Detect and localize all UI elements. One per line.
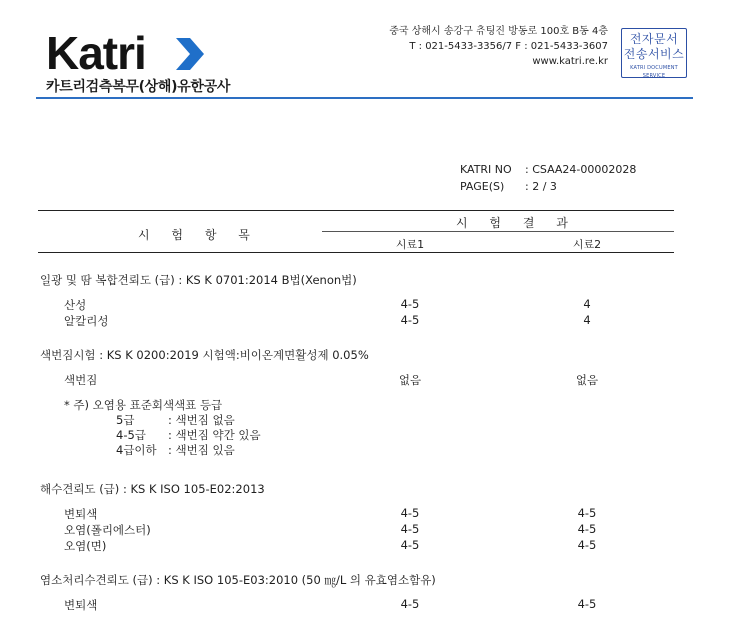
- row-value-sample1: 4-5: [400, 597, 420, 611]
- row-value-sample1: 없음: [398, 373, 422, 387]
- row-label: 오염(폴리에스터): [64, 523, 151, 537]
- chevron-right-icon: [172, 36, 206, 72]
- test-results-header: 시 험 결 과: [456, 216, 577, 230]
- row-value-sample1: 4-5: [400, 522, 420, 536]
- row-label: 산성: [64, 298, 87, 312]
- test-items-header: 시 험 항 목: [138, 228, 259, 242]
- section-title-chlorinated-water: 염소처리수견뢰도 (급) : KS K ISO 105-E03:2010 (50 ㎎/L 의 유효염소함유): [40, 573, 436, 587]
- report-pages-value: : 2 / 3: [525, 180, 557, 193]
- grading-note-desc: : 색번짐 없음: [168, 413, 235, 427]
- row-value-sample2: 없음: [575, 373, 599, 387]
- stamp-line-3: KATRI DOCUMENT SERVICE: [630, 65, 678, 79]
- row-label: 알칼리성: [64, 314, 109, 328]
- row-label: 색번짐: [64, 373, 98, 387]
- row-value-sample1: 4-5: [400, 506, 420, 520]
- sample1-header: 시료1: [395, 238, 425, 251]
- website-line: www.katri.re.kr: [532, 56, 608, 67]
- row-value-sample2: 4: [583, 297, 591, 311]
- row-value-sample2: 4-5: [577, 522, 597, 536]
- report-pages: [460, 180, 557, 193]
- section-title-color-bleeding: 색번짐시험 : KS K 0200:2019 시험액:비이온계면활성제 0.05%: [40, 348, 369, 362]
- header-divider: [36, 97, 693, 99]
- row-label: 오염(면): [64, 539, 107, 553]
- row-value-sample1: 4-5: [400, 297, 420, 311]
- row-label: 변퇴색: [64, 507, 98, 521]
- report-number-value: : CSAA24-00002028: [525, 163, 637, 176]
- row-value-sample1: 4-5: [400, 313, 420, 327]
- row-value-sample1: 4-5: [400, 538, 420, 552]
- row-value-sample2: 4-5: [577, 506, 597, 520]
- company-address-block: [389, 24, 608, 69]
- report-pages-label: PAGE(S): [460, 180, 505, 193]
- row-value-sample2: 4-5: [577, 538, 597, 552]
- grading-note-grade: 5급: [116, 413, 135, 427]
- stamp-line-1: 전자문서: [629, 32, 679, 46]
- row-value-sample2: 4: [583, 313, 591, 327]
- company-name: 카트리검측복무(상해)유한공사: [46, 79, 231, 95]
- grading-note-desc: : 색번짐 있음: [168, 443, 235, 457]
- table-top-rule: [38, 210, 674, 211]
- stamp-line-2: 전송서비스: [623, 47, 685, 61]
- grading-note-grade: 4-5급: [116, 428, 146, 442]
- sample2-header: 시료2: [572, 238, 602, 251]
- grading-note-grade: 4급이하: [116, 443, 157, 457]
- report-number-label: KATRI NO: [460, 163, 512, 176]
- results-subheader-rule: [322, 231, 674, 232]
- section-title-light-perspiration: 일광 및 땀 복합견뢰도 (급) : KS K 0701:2014 B법(Xenon법): [40, 273, 357, 287]
- section-title-seawater: 해수견뢰도 (급) : KS K ISO 105-E02:2013: [40, 482, 265, 496]
- report-number: [460, 163, 636, 176]
- company-logo-text: Katri: [46, 27, 146, 79]
- table-header-bottom-rule: [38, 252, 674, 253]
- electronic-document-stamp: [621, 28, 687, 78]
- phone-fax-line: T : 021-5433-3356/7 F : 021-5433-3607: [409, 41, 608, 52]
- row-value-sample2: 4-5: [577, 597, 597, 611]
- address-line: 중국 상해시 송강구 츄팅진 방동로 100호 B동 4층: [389, 26, 608, 37]
- row-label: 변퇴색: [64, 598, 98, 612]
- grading-note-desc: : 색번짐 약간 있음: [168, 428, 261, 442]
- grading-note-title: * 주) 오염용 표준회색색표 등급: [64, 398, 223, 412]
